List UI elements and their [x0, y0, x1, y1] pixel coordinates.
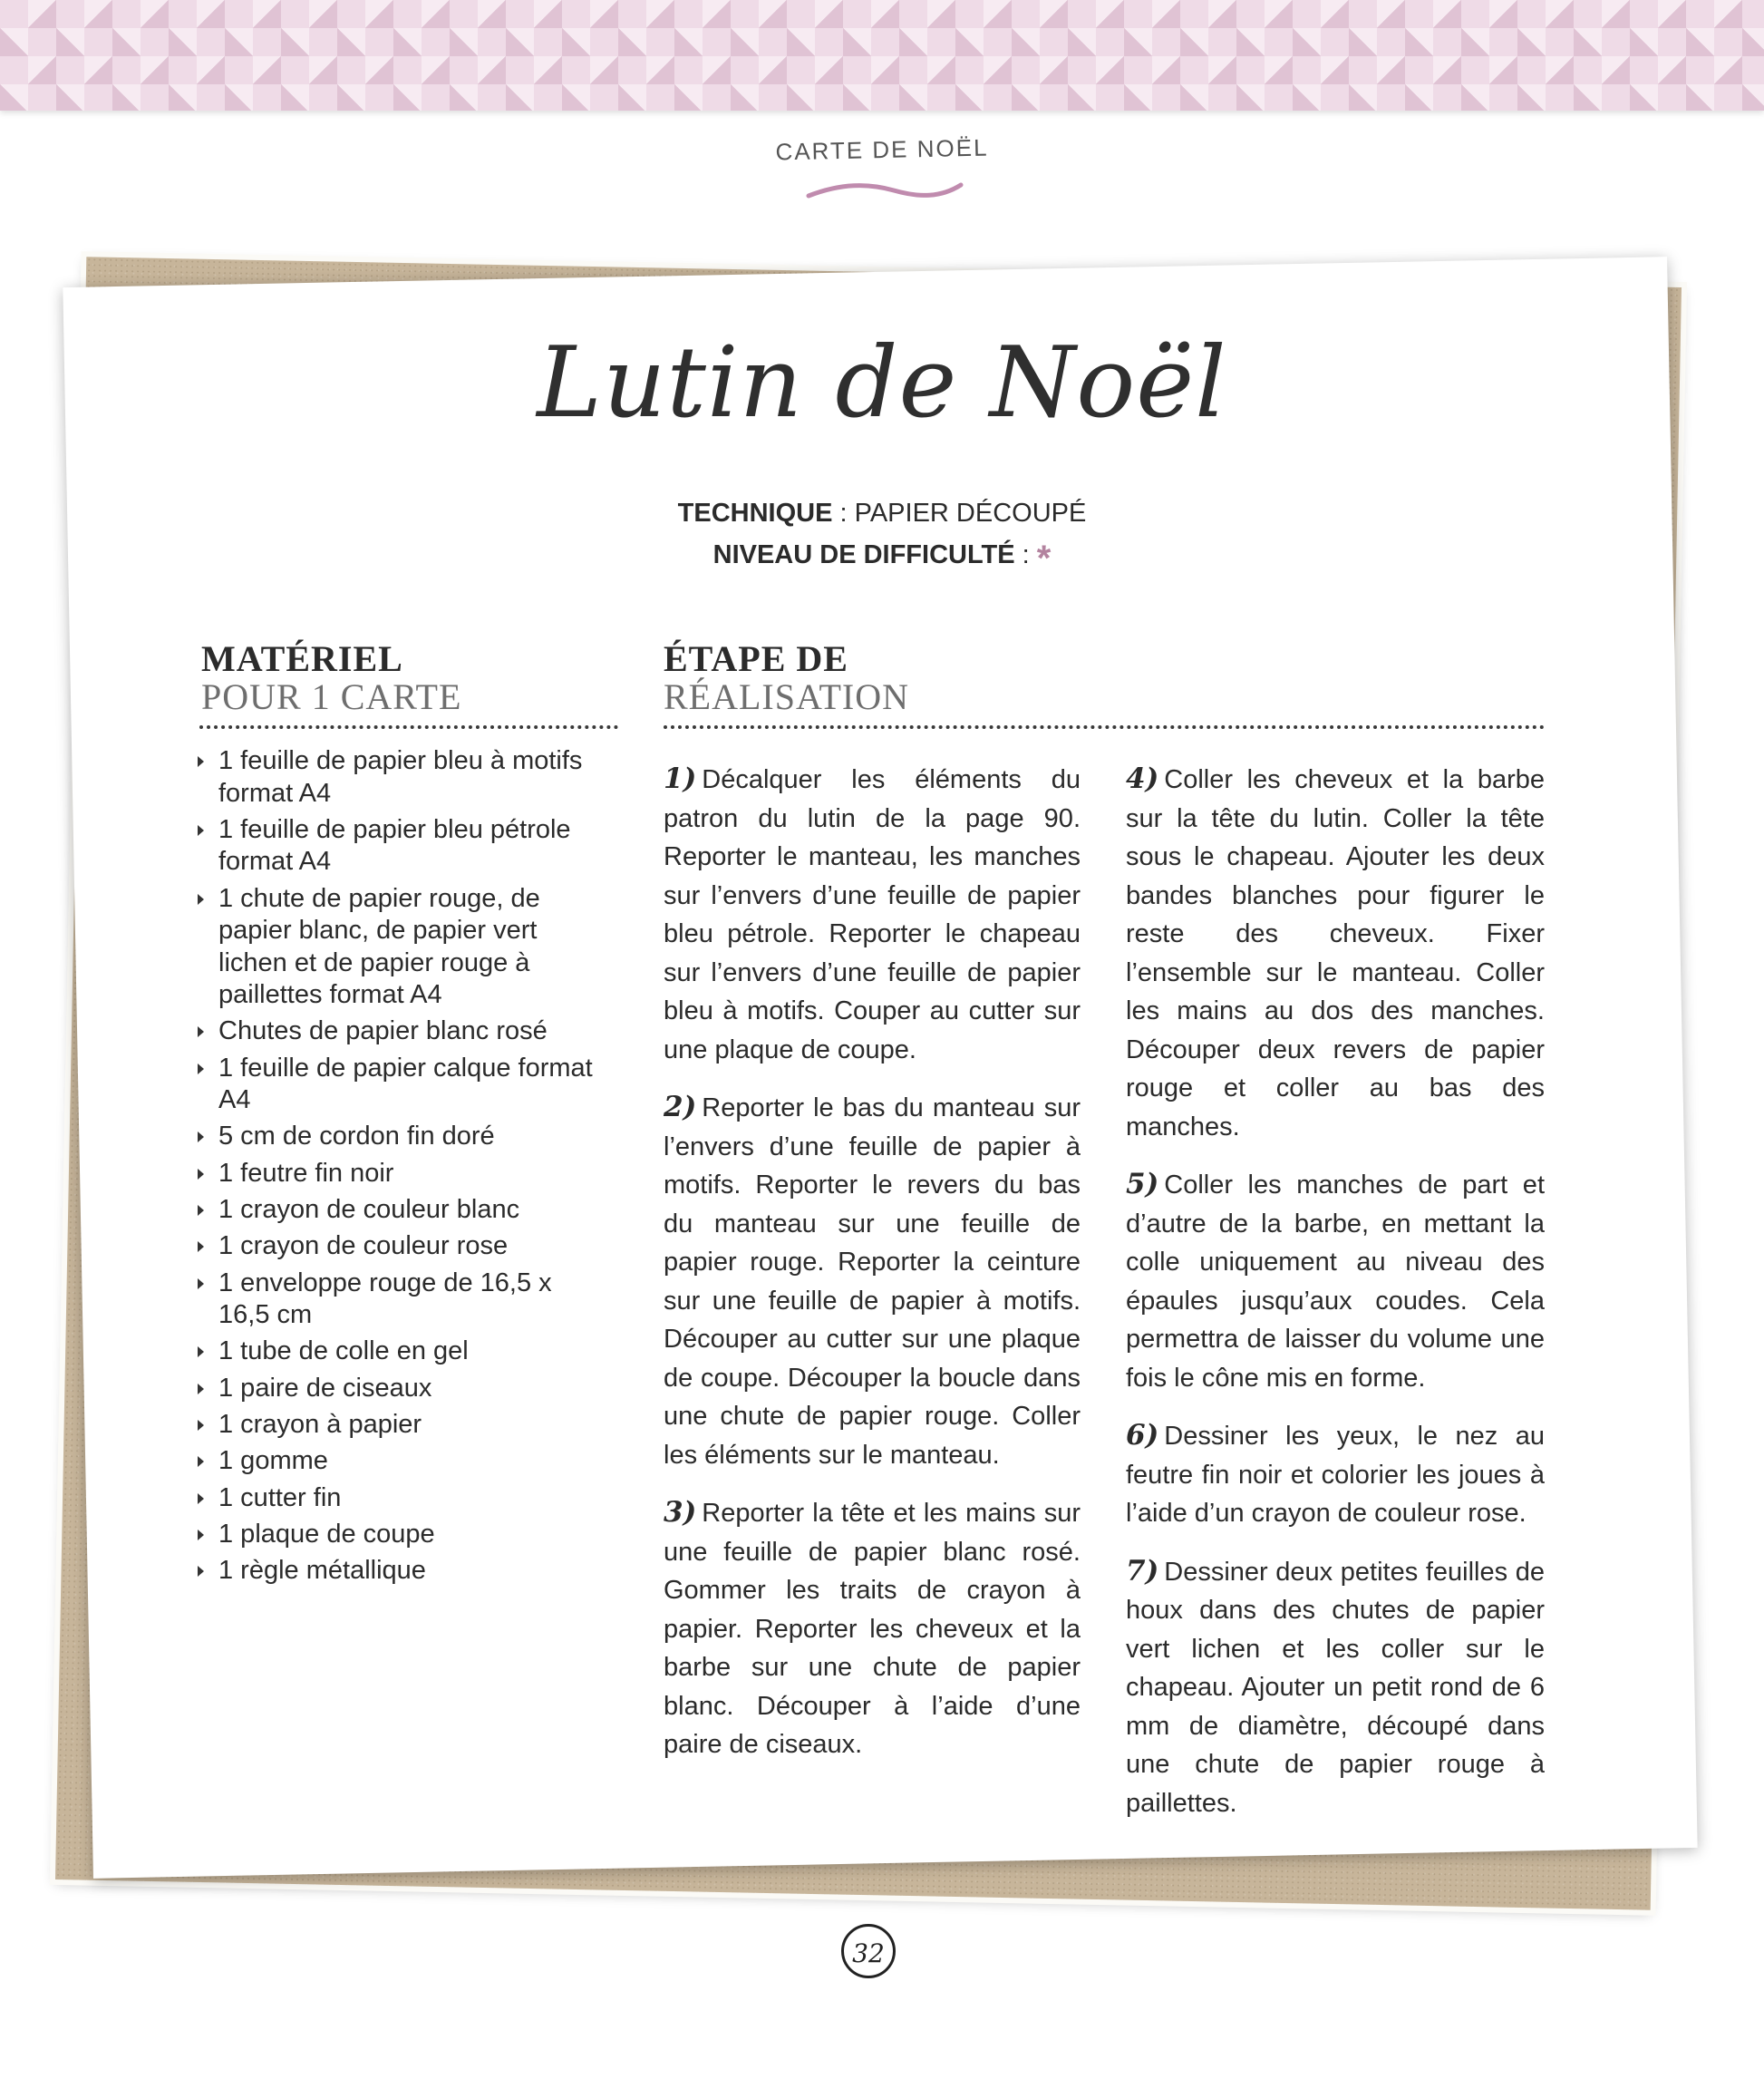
materials-heading-line1: MATÉRIEL — [201, 638, 403, 679]
material-item-text: 1 chute de papier rouge, de papier blanc, de papier vert lichen et de papier rouge à paillettes format A4 — [218, 883, 540, 1010]
material-item — [198, 1373, 596, 1405]
steps-column-right — [1126, 760, 1545, 1841]
steps-heading-line1: ÉTAPE DE — [664, 638, 848, 679]
steps-heading — [664, 640, 909, 716]
bullet-triangle-icon — [198, 1241, 204, 1252]
step-text: Reporter le bas du manteau sur l’envers d’une feuille de papier à motifs. Reporter le revers du bas du manteau sur une feuille de papier rouge. Reporter la ceinture sur une feuille de papier à motifs. Découper au cutter sur une plaque de coupe. Découper la boucle dans une chute de papier rouge. Coller les éléments sur le manteau. — [664, 1093, 1081, 1470]
bullet-triangle-icon — [198, 1566, 204, 1577]
step-paragraph — [1126, 1416, 1545, 1533]
step-number: 5) — [1126, 1168, 1159, 1200]
material-item — [198, 1445, 596, 1478]
material-item — [198, 1053, 596, 1117]
bullet-triangle-icon — [198, 894, 204, 905]
technique-value: PAPIER DÉCOUPÉ — [854, 499, 1087, 528]
step-number: 4) — [1126, 762, 1159, 795]
bullet-triangle-icon — [198, 1384, 204, 1394]
material-item — [198, 745, 596, 810]
step-text: Décalquer les éléments du patron du lutin de la page 90. Reporter le manteau, les manches sur l’envers d’une feuille de papier bleu pétrole. Reporter le chapeau sur l’envers d’une feuille de papier bleu à motifs. Couper au cutter sur une plaque de coupe. — [664, 765, 1081, 1064]
material-item — [198, 1230, 596, 1263]
material-item — [198, 1015, 596, 1048]
difficulty-line — [0, 539, 1764, 578]
technique-line — [0, 499, 1764, 529]
material-item-text: 1 feuille de papier calque format A4 — [218, 1053, 593, 1115]
material-item-text: 1 feuille de papier bleu à motifs format A4 — [218, 746, 583, 808]
step-paragraph — [664, 1493, 1081, 1764]
material-item-text: 5 cm de cordon fin doré — [218, 1122, 495, 1151]
separator: : — [839, 499, 855, 528]
step-paragraph — [1126, 760, 1545, 1146]
materials-heading — [201, 640, 461, 716]
step-number: 3) — [664, 1496, 697, 1529]
step-paragraph — [1126, 1165, 1545, 1397]
step-text: Coller les manches de part et d’autre de la barbe, en mettant la colle uniquement au niveau des épaules jusqu’aux coudes. Cela permettra de laisser du volume une fois le cône mis en forme. — [1126, 1170, 1545, 1393]
material-item-text: 1 crayon de couleur rose — [218, 1231, 509, 1261]
material-item-text: 1 plaque de coupe — [218, 1519, 435, 1549]
project-title: Lutin de Noël — [537, 326, 1227, 440]
material-item-text: 1 crayon de couleur blanc — [218, 1195, 520, 1225]
step-text: Dessiner les yeux, le nez au feutre fin noir et colorier les joues à l’aide d’un crayon de couleur rose. — [1126, 1422, 1545, 1528]
material-item — [198, 1121, 596, 1153]
technique-label: TECHNIQUE — [677, 499, 833, 528]
material-item-text: 1 gomme — [218, 1446, 328, 1476]
materials-divider — [199, 725, 618, 729]
material-item — [198, 1482, 596, 1515]
material-item-text: 1 règle métallique — [218, 1556, 426, 1586]
bullet-triangle-icon — [198, 1530, 204, 1540]
material-item — [198, 1409, 596, 1442]
material-item-text: 1 paire de ciseaux — [218, 1373, 432, 1403]
step-paragraph — [1126, 1552, 1545, 1823]
material-item — [198, 1336, 596, 1368]
steps-heading-line2: RÉALISATION — [664, 676, 909, 717]
material-item — [198, 1158, 596, 1190]
material-item-text: 1 feutre fin noir — [218, 1158, 394, 1188]
step-text: Coller les cheveux et la barbe sur la tête du lutin. Coller la tête sous le chapeau. Ajouter les deux bandes blanches pour figurer le reste des cheveux. Fixer l’ensemble sur le manteau. Coller les mains au dos des manches. Découper deux revers de papier rouge et coller au bas des manches. — [1126, 765, 1545, 1141]
material-item — [198, 814, 596, 879]
step-paragraph — [664, 760, 1081, 1069]
bullet-triangle-icon — [198, 1132, 204, 1142]
material-item-text: 1 cutter fin — [218, 1482, 342, 1512]
material-item — [198, 883, 596, 1012]
step-number: 2) — [664, 1091, 697, 1123]
difficulty-asterisk-icon: * — [1036, 539, 1052, 578]
bullet-triangle-icon — [198, 1278, 204, 1289]
bullet-triangle-icon — [198, 1493, 204, 1504]
bullet-triangle-icon — [198, 1026, 204, 1037]
material-item — [198, 1194, 596, 1227]
bullet-triangle-icon — [198, 1420, 204, 1431]
material-item-text: 1 tube de colle en gel — [218, 1336, 469, 1366]
step-number: 7) — [1126, 1554, 1159, 1588]
page-number: 32 — [841, 1924, 896, 1978]
bullet-triangle-icon — [198, 1169, 204, 1180]
step-number: 1) — [664, 762, 697, 795]
step-text: Dessiner deux petites feuilles de houx dans des chutes de papier vert lichen et les coller sur le chapeau. Ajouter un petit rond de 6 mm de diamètre, découpé dans une chute de papier rouge à paillettes. — [1126, 1557, 1545, 1818]
step-text: Reporter la tête et les mains sur une feuille de papier blanc rosé. Gommer les traits de crayon à papier. Reporter les cheveux et la barbe sur une chute de papier blanc. Découper à l’aide d’une paire de ciseaux. — [664, 1499, 1081, 1759]
separator: : — [1022, 540, 1037, 569]
material-item — [198, 1555, 596, 1588]
step-number: 6) — [1126, 1419, 1159, 1452]
material-item — [198, 1519, 596, 1551]
step-paragraph — [664, 1088, 1081, 1474]
material-item-text: 1 enveloppe rouge de 16,5 x 16,5 cm — [218, 1268, 552, 1330]
bullet-triangle-icon — [198, 1346, 204, 1357]
bullet-triangle-icon — [198, 1456, 204, 1467]
material-item — [198, 1268, 596, 1332]
bullet-triangle-icon — [198, 1064, 204, 1074]
bullet-triangle-icon — [198, 825, 204, 836]
bullet-triangle-icon — [198, 756, 204, 767]
bullet-triangle-icon — [198, 1205, 204, 1216]
materials-list — [198, 745, 596, 1592]
difficulty-label: NIVEAU DE DIFFICULTÉ — [712, 540, 1015, 569]
material-item-text: 1 feuille de papier bleu pétrole format A4 — [218, 814, 571, 877]
materials-heading-line2: POUR 1 CARTE — [201, 676, 462, 717]
steps-divider — [664, 725, 1545, 729]
material-item-text: 1 crayon à papier — [218, 1410, 422, 1440]
steps-column-left — [664, 760, 1081, 1783]
material-item-text: Chutes de papier blanc rosé — [218, 1016, 548, 1046]
section-tag: CARTE DE NOËL — [775, 133, 989, 166]
